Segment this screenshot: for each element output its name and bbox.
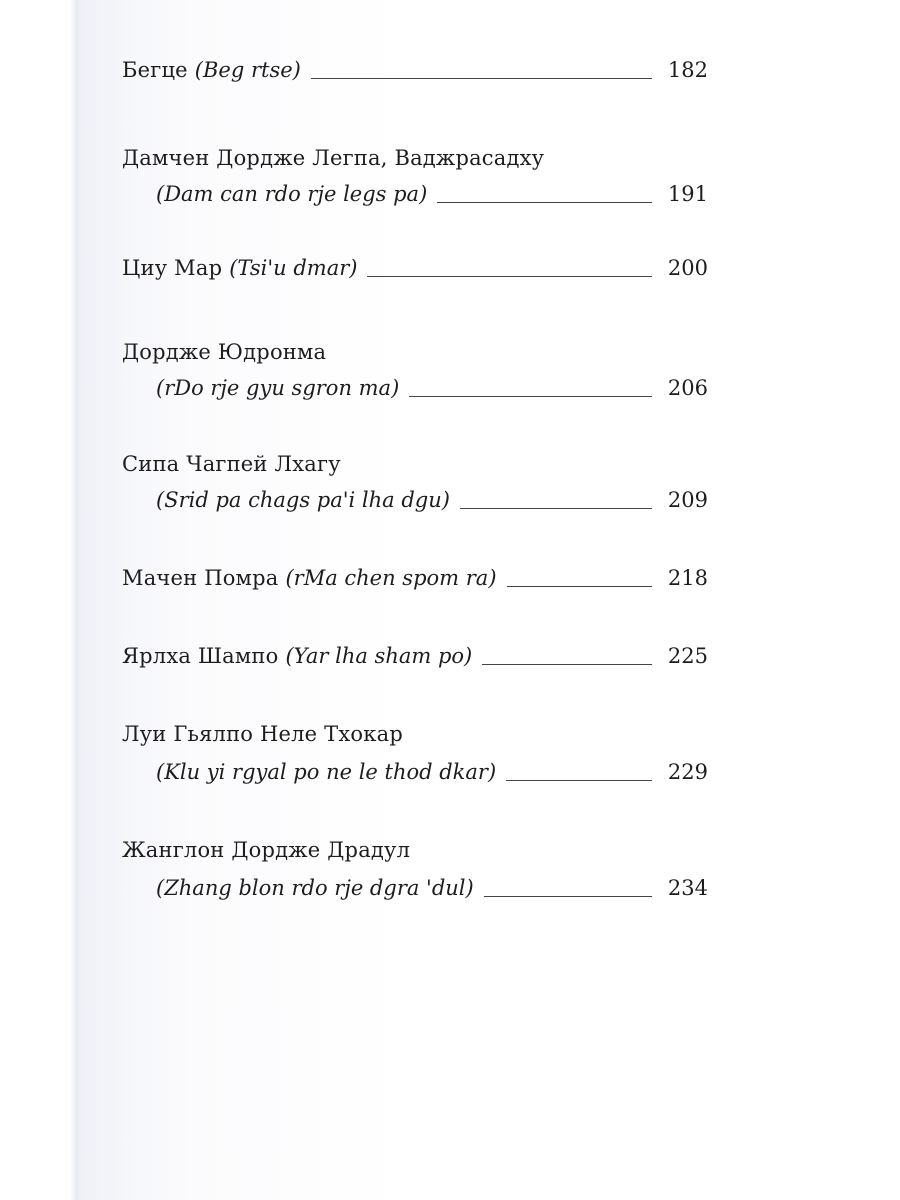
toc-line xyxy=(156,876,708,906)
toc-entry-page-number: 206 xyxy=(667,376,708,400)
toc-entry-title: Луи Гьялпо Неле Тхокар xyxy=(122,722,403,746)
toc-line xyxy=(122,838,708,868)
dot-leader xyxy=(506,779,652,781)
toc-entry-title: Бегце xyxy=(122,58,188,82)
dot-leader xyxy=(367,275,652,277)
toc-entry-transliteration: (Beg rtse) xyxy=(194,58,301,82)
toc-entry-transliteration: (rDo rje gyu sgron ma) xyxy=(156,376,400,400)
dot-leader xyxy=(484,895,652,897)
toc-entry-transliteration: (Tsi'u dmar) xyxy=(229,256,358,280)
toc-entry-title: Дамчен Дордже Легпа, Ваджрасадху xyxy=(122,146,545,170)
toc-entry-page-number: 234 xyxy=(667,876,708,900)
dot-leader xyxy=(482,663,652,665)
dot-leader xyxy=(311,77,652,79)
toc-line xyxy=(122,452,708,482)
toc-entry-transliteration: (Zhang blon rdo rje dgra 'dul) xyxy=(156,876,474,900)
dot-leader xyxy=(507,585,652,587)
toc-entry-page-number: 209 xyxy=(667,488,708,512)
toc-line xyxy=(156,376,708,406)
toc-entry-transliteration: (Klu yi rgyal po ne le thod dkar) xyxy=(156,760,497,784)
toc-entry-page-number: 225 xyxy=(667,644,708,668)
toc-entry-page-number: 200 xyxy=(667,256,708,280)
toc-line xyxy=(122,644,708,674)
toc-line xyxy=(156,488,708,518)
toc-line xyxy=(122,58,708,88)
dot-leader xyxy=(460,507,652,509)
toc-entry-page-number: 218 xyxy=(667,566,708,590)
toc-entry-transliteration: (Dam can rdo rje legs pa) xyxy=(156,182,428,206)
dot-leader xyxy=(437,201,652,203)
toc-line xyxy=(122,146,708,176)
toc-entry-title: Циу Мар xyxy=(122,256,223,280)
toc-entry-title: Дордже Юдронма xyxy=(122,340,327,364)
toc-line xyxy=(122,340,708,370)
toc-entry-page-number: 229 xyxy=(667,760,708,784)
toc-entry-title: Мачен Помра xyxy=(122,566,279,590)
toc-entry-transliteration: (Srid pa chags pa'i lha dgu) xyxy=(156,488,450,512)
toc-line xyxy=(156,182,708,212)
toc-entry-page-number: 191 xyxy=(667,182,708,206)
book-page xyxy=(78,0,900,1200)
toc-entry-title: Жанглон Дордже Драдул xyxy=(122,838,411,862)
dot-leader xyxy=(409,395,652,397)
toc-line xyxy=(156,760,708,790)
toc-entry-transliteration: (rMa chen spom ra) xyxy=(285,566,497,590)
toc-entry-page-number: 182 xyxy=(667,58,708,82)
toc-line xyxy=(122,256,708,286)
toc-entry-title: Сипа Чагпей Лхагу xyxy=(122,452,341,476)
toc-line xyxy=(122,722,708,752)
toc-entry-title: Ярлха Шампо xyxy=(122,644,279,668)
toc-line xyxy=(122,566,708,596)
toc-entry-transliteration: (Yar lha sham po) xyxy=(285,644,473,668)
